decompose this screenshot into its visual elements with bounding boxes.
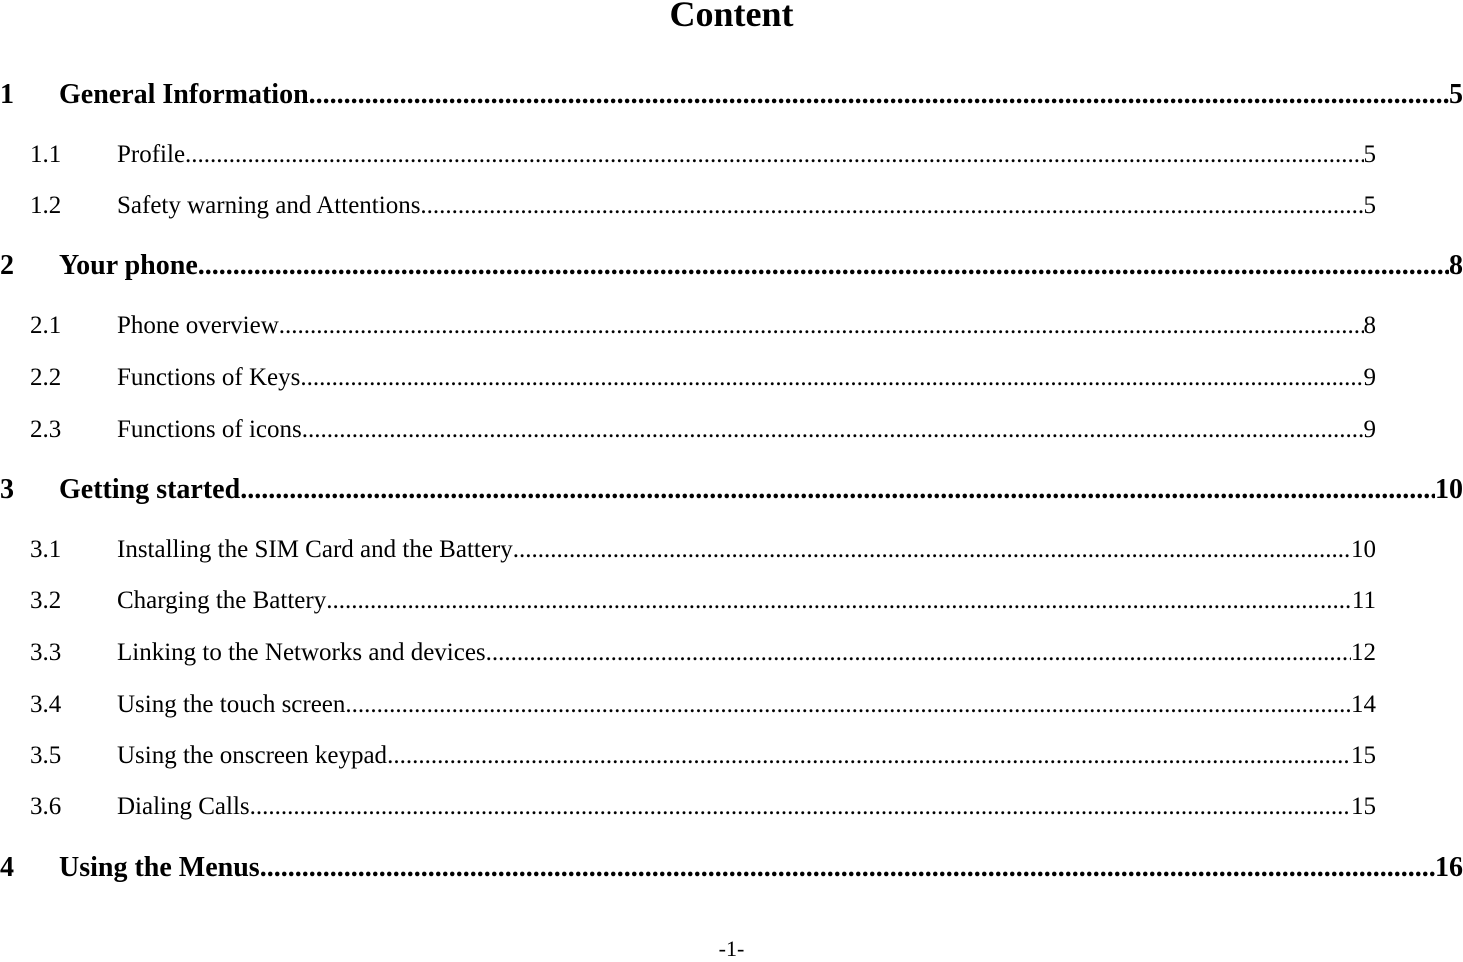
toc-entry-number: 3.2 xyxy=(30,587,62,614)
toc-entry-3-1[interactable] xyxy=(30,534,1376,566)
toc-entry-page: 10 xyxy=(1435,474,1463,505)
toc-dot-leader xyxy=(279,310,1364,342)
toc-entry-4[interactable] xyxy=(0,850,1463,886)
toc-dot-leader xyxy=(302,414,1364,446)
toc-entry-3-2[interactable] xyxy=(30,585,1376,617)
toc-dot-leader xyxy=(185,139,1363,171)
toc-entry-2-1[interactable] xyxy=(30,310,1376,342)
toc-entry-label: Functions of icons xyxy=(117,416,302,443)
toc-entry-number: 2.2 xyxy=(30,364,62,391)
toc-entry-label: Using the touch screen xyxy=(117,691,346,718)
toc-entry-label: Your phone xyxy=(59,250,198,281)
toc-entry-number: 3.5 xyxy=(30,742,62,769)
toc-entry-label: Charging the Battery xyxy=(117,587,327,614)
toc-entry-number: 3 xyxy=(0,474,14,505)
toc-entry-2[interactable] xyxy=(0,248,1463,284)
toc-entry-label: Dialing Calls xyxy=(117,793,250,820)
toc-dot-leader xyxy=(309,77,1449,113)
toc-entry-number: 1.2 xyxy=(30,192,62,219)
toc-dot-leader xyxy=(513,534,1351,566)
toc-entry-page: 9 xyxy=(1363,364,1376,391)
toc-entry-page: 15 xyxy=(1351,742,1376,769)
toc-entry-number: 3.6 xyxy=(30,793,62,820)
toc-entry-label: Functions of Keys xyxy=(117,364,301,391)
toc-dot-leader xyxy=(326,585,1352,617)
toc-entry-label: Safety warning and Attentions xyxy=(117,192,421,219)
toc-entry-label: Using the Menus xyxy=(59,852,260,883)
toc-entry-2-3[interactable] xyxy=(30,414,1376,446)
toc-entry-page: 8 xyxy=(1449,250,1463,281)
toc-entry-label: General Information xyxy=(59,79,309,110)
toc-entry-3-6[interactable] xyxy=(30,791,1376,823)
toc-entry-number: 3.4 xyxy=(30,691,62,718)
toc-entry-page: 14 xyxy=(1351,691,1376,718)
toc-entry-2-2[interactable] xyxy=(30,362,1376,394)
toc-entry-page: 5 xyxy=(1449,79,1463,110)
toc-entry-1-2[interactable] xyxy=(30,190,1376,222)
toc-entry-page: 12 xyxy=(1351,639,1376,666)
toc-dot-leader xyxy=(387,740,1351,772)
toc-entry-1-1[interactable] xyxy=(30,139,1376,171)
toc-entry-number: 3.1 xyxy=(30,536,62,563)
toc-entry-number: 3.3 xyxy=(30,639,62,666)
toc-entry-number: 1.1 xyxy=(30,141,62,168)
toc-dot-leader xyxy=(198,248,1449,284)
toc-entry-label: Linking to the Networks and devices xyxy=(117,639,486,666)
toc-entry-page: 10 xyxy=(1351,536,1376,563)
toc-dot-leader xyxy=(420,190,1363,222)
toc-entry-number: 1 xyxy=(0,79,14,110)
toc-entry-1[interactable] xyxy=(0,77,1463,113)
toc-entry-label: Profile xyxy=(117,141,186,168)
toc-entry-3-4[interactable] xyxy=(30,689,1376,721)
toc-entry-page: 5 xyxy=(1363,192,1376,219)
toc-entry-3-3[interactable] xyxy=(30,637,1376,669)
toc-entry-page: 9 xyxy=(1363,416,1376,443)
toc-entry-number: 4 xyxy=(0,852,14,883)
toc-entry-page: 8 xyxy=(1363,312,1376,339)
toc-dot-leader xyxy=(260,850,1435,886)
toc-entry-3[interactable] xyxy=(0,472,1463,508)
toc-dot-leader xyxy=(250,791,1351,823)
toc-entry-page: 16 xyxy=(1435,852,1463,883)
page-number: -1- xyxy=(718,936,745,961)
toc-dot-leader xyxy=(486,637,1351,669)
toc-entry-3-5[interactable] xyxy=(30,740,1376,772)
toc-entry-label: Phone overview xyxy=(117,312,279,339)
page-title: Content xyxy=(669,0,794,34)
toc-entry-page: 15 xyxy=(1351,793,1376,820)
toc-entry-page: 5 xyxy=(1363,141,1376,168)
toc-entry-number: 2.3 xyxy=(30,416,62,443)
toc-entry-label: Using the onscreen keypad xyxy=(117,742,388,769)
toc-entry-label: Installing the SIM Card and the Battery xyxy=(117,536,513,563)
toc-dot-leader xyxy=(240,472,1435,508)
toc-dot-leader xyxy=(345,689,1351,721)
toc-dot-leader xyxy=(300,362,1363,394)
toc-entry-label: Getting started xyxy=(59,474,241,505)
toc-entry-number: 2 xyxy=(0,250,14,281)
toc-entry-number: 2.1 xyxy=(30,312,62,339)
toc-entry-page: 11 xyxy=(1351,587,1376,614)
